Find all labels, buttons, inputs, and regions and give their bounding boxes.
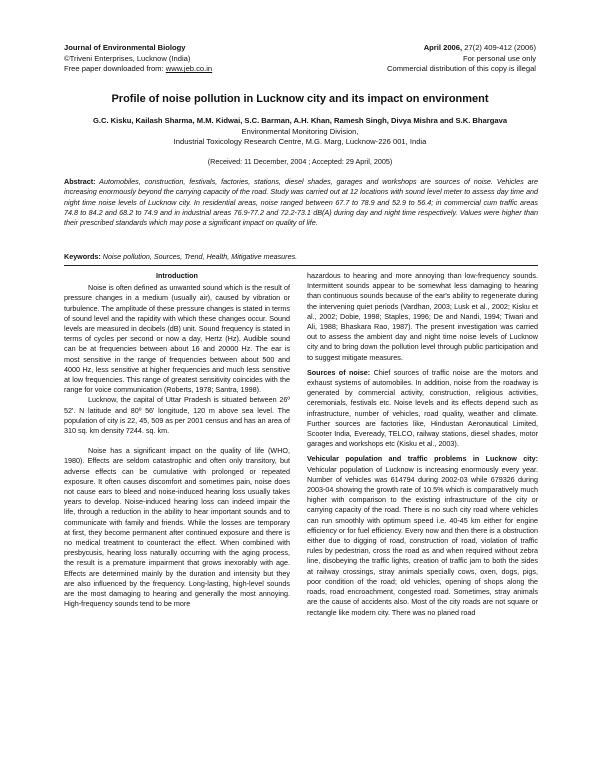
keywords-text: Noise pollution, Sources, Trend, Health, Mitigative measures.: [100, 252, 298, 261]
section-divider: [64, 265, 538, 266]
download-prefix: Free paper downloaded from:: [64, 64, 166, 74]
intro-paragraph-2: Lucknow, the capital of Uttar Pradesh is situated between 26º 52'. N latitude and 80º 56' longitude, 120 m above sea level. The population of city is 22, 45, 509 as per 2001 census and has an area of 310 sq. km density 7244. sq. km.: [64, 395, 290, 436]
personal-use-notice: For personal use only: [462, 53, 536, 63]
sources-paragraph: [307, 368, 538, 450]
right-column: [307, 271, 538, 618]
vehicular-text: Vehicular population of Lucknow is increasing enormously every year. Number of vehicles was 614794 during 2002-03 while 679326 during 2003-04 showing the growth rate of 10.5% which is comparatively much higher with comparison to the existing infrastructure of the city or carrying capacity of the road. There is no such city road where vehicles can run smoothly with optimum speed i.e. 40-45 km either for engine efficiency or for fuel efficiency. Every now and then there is a obstruction either due to digging of road, construction of road, violation of traffic rules by pedestrian, cross the road as and when required without zebra line, disobeying the traffic lights, creation of traffic jam to both the sides at railway crossings, stray animals specially cows, oxen, dogs, pigs, poor condition of the road; old vehicles, opening of shops along the roads, road encroachment, congested road. Sometimes, stray animals are the cause of accidents also. Most of the city roads are not square or rectangle like modern city. There was no planed road: [307, 464, 538, 617]
author-block: [40, 116, 560, 148]
author-institute: Industrial Toxicology Research Centre, M.G. Marg, Lucknow-226 001, India: [173, 137, 427, 147]
abstract-label: Abstract:: [64, 177, 96, 186]
introduction-heading: Introduction: [156, 271, 198, 280]
vehicular-paragraph: [307, 454, 538, 617]
citation-line: [276, 43, 536, 54]
journal-header-right: [276, 43, 536, 75]
abstract: [64, 177, 538, 228]
abstract-text: Automobiles, construction, festivals, factories, stations, diesel shades, garages and workshops are sources of noise. Vehicles are increasing enormously beyond the carrying capacity of the road. Study was carried out at 12 locations with sound level meter to assess day time and night time noise levels of Lucknow city. In residential areas, noise ranged between 67.7 to 78.9 and 52.9 to 56.4; in commercial cum traffic areas 74.8 to 84.2 and 68.2 to 74.9 and in industrial areas 76.9-77.2 and 72.2-73.1 dB(A) during day and night time respectively. Values were higher than their prescribed standards which may pose a significant impact on quality of life.: [64, 177, 538, 228]
left-column: [64, 271, 290, 610]
publisher-line: ©Triveni Enterprises, Lucknow (India): [64, 53, 191, 63]
journal-header-left: [64, 43, 284, 75]
author-names: G.C. Kisku, Kailash Sharma, M.M. Kidwai, S.C. Barman, A.H. Khan, Ramesh Singh, Divya Mishra and S.K. Bhargava: [92, 116, 508, 125]
intro-paragraph-3: Noise has a significant impact on the quality of life (WHO, 1980). Effects are seldom catastrophic and often only transitory, but adverse effects can be cumulative with prolonged or repeated exposure. It often causes discomfort and sometimes pain, noise does not cause ears to bleed and noise-induced hearing loss usually takes years to develop. Noise-induced hearing loss can indeed impair the life, through a reduction in the ability to hear important sounds and to communicate with family and friends. While the losses are temporary at first, they become permanent after continued exposure and there is no medical treatment to counteract the effect. When combined with presbycusis, hearing loss naturally occurring with the aging process, the result is a premature impairment that grows inexorably with age. Effects are determined mainly by the duration and intensity but they are also influenced by the frequency. Long-lasting, high-level sounds are the most damaging to hearing and generally the most annoying. High-frequency sounds tend to be more: [64, 446, 290, 609]
issue-citation: 27(2) 409-412 (2006): [462, 43, 536, 52]
journal-website-link[interactable]: www.jeb.co.in: [165, 64, 213, 74]
author-division: Environmental Monitoring Division,: [241, 126, 359, 136]
vehicular-label: Vehicular population and traffic problems in Lucknow city:: [307, 454, 538, 464]
received-accepted-dates: (Received: 11 December, 2004 ; Accepted: 29 April, 2005): [207, 157, 393, 166]
sources-label: Sources of noise:: [307, 367, 371, 377]
keywords: [64, 252, 538, 261]
keywords-label: Keywords:: [64, 252, 101, 261]
commercial-notice: Commercial distribution of this copy is illegal: [387, 64, 536, 74]
paper-title: Profile of noise pollution in Lucknow city and its impact on environment: [111, 93, 489, 105]
download-line: [64, 64, 284, 75]
journal-name: Journal of Environmental Biology: [64, 43, 186, 52]
intro-paragraph-1: Noise is often defined as unwanted sound which is the result of pressure changes in a medium (usually air), caused by vibration or turbulence. The amplitude of these pressure changes is stated in terms of sound level and the rapidity with which these changes occur. Sound levels are measured in decibels (dB) unit. Sound frequency is stated in terms of cycles per second or now a day, Hertz (Hz). Audible sound can be at frequencies between about 16 and 20000 Hz. The ear is most sensitive in the range of frequencies between about 500 and 4000 Hz, less sensitive at higher frequencies and much less sensitive at low frequencies. This range of greatest sensitivity coincides with the range for voice communication (Roberts, 1978; Santra, 1998).: [64, 283, 290, 395]
sources-text: Chief sources of traffic noise are the motors and exhaust systems of automobiles. In addition, noise from the roadway is generated by commercial activity, construction, religious activities, ceremonials, festivals etc. Noise levels and its effects depend such as infrastructure, number of vehicles, road quality, weather and climate. Further sources are factories like, Hindustan Aeronautical Limited, Scooter India, Eveready, TELCO, railway stations, diesel shades, motor garages and workshops etc (Kisku et al., 2003).: [307, 367, 538, 449]
issue-date: April 2006,: [423, 43, 463, 52]
intro-paragraph-continued: hazardous to hearing and more annoying than low-frequency sounds. Intermittent sounds appear to be somewhat less damaging to hearing than continuous sounds because of the ear's ability to regenerate during the intervening quiet periods (Vardhan, 2003; Lusk et al., 2002; Kisku et al., 2002; Dobie, 1998; Staples, 1996; De and Nandi, 1994; Tiwari and Ali, 1988; Bhaskara Rao, 1987). The present investigation was carried out to assess the ambient day and night time noise levels of Lucknow city and to bring down the pollution level through public participation and to suggest mitigate measures.: [307, 271, 538, 362]
